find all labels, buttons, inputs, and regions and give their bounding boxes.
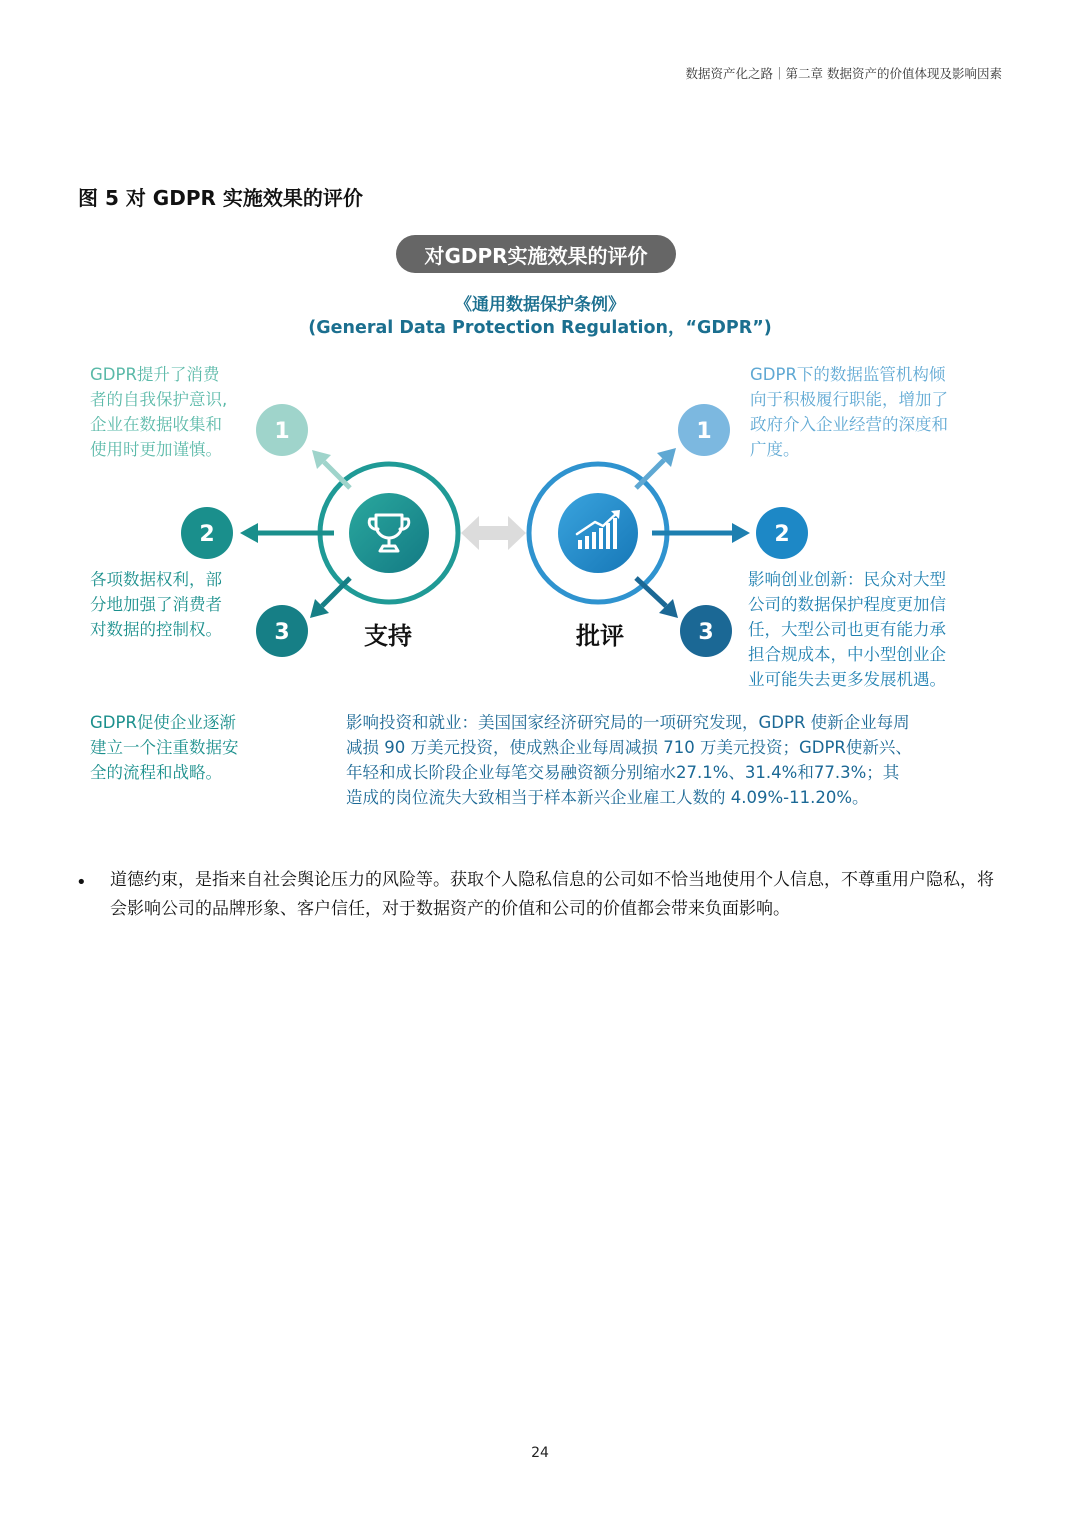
subtitle-chinese: 《通用数据保护条例》 xyxy=(455,295,625,315)
text-line: 者的自我保护意识, xyxy=(90,390,228,409)
criticism-point-1-text xyxy=(750,362,948,462)
support-point-2-text xyxy=(90,567,222,642)
criticism-number-3 xyxy=(680,605,732,657)
text-line: 公司的数据保护程度更加信 xyxy=(748,595,946,614)
support-hub xyxy=(320,464,458,602)
text-line: 减损 90 万美元投资，使成熟企业每周减损 710 万美元投资；GDPR使新兴、 xyxy=(346,738,912,757)
support-number-1 xyxy=(256,404,308,456)
support-arrow-3 xyxy=(310,578,350,618)
text-line: 向于积极履行职能，增加了 xyxy=(750,390,948,409)
svg-text:3: 3 xyxy=(274,620,290,645)
text-line: GDPR提升了消费 xyxy=(90,365,220,384)
support-number-3 xyxy=(256,605,308,657)
svg-text:2: 2 xyxy=(199,522,215,547)
text-line: 使用时更加谨慎。 xyxy=(90,440,222,459)
running-header: 数据资产化之路｜第二章 数据资产的价值体现及影响因素 xyxy=(685,66,1002,81)
criticism-point-3-text xyxy=(346,710,912,810)
text-line: 对数据的控制权。 xyxy=(90,620,222,639)
figure-banner: 对GDPR实施效果的评价 xyxy=(396,235,676,273)
text-line: GDPR促使企业逐渐 xyxy=(90,713,236,732)
page-number: 24 xyxy=(531,1445,549,1461)
bullet-icon: • xyxy=(76,872,87,893)
double-arrow-icon xyxy=(461,516,526,550)
text-line: 分地加强了消费者 xyxy=(90,595,222,614)
svg-text:1: 1 xyxy=(696,419,712,444)
criticism-point-2-text xyxy=(748,567,946,692)
criticism-number-1 xyxy=(678,404,730,456)
text-line: 全的流程和战略。 xyxy=(90,763,222,782)
support-point-3-text xyxy=(90,710,239,785)
svg-text:3: 3 xyxy=(698,620,714,645)
text-line: 政府介入企业经营的深度和 xyxy=(750,415,948,434)
support-number-2 xyxy=(181,507,233,559)
figure-caption: 图 5 对 GDPR 实施效果的评价 xyxy=(78,186,363,210)
text-line: 造成的岗位流失大致相当于样本新兴企业雇工人数的 4.09%-11.20%。 xyxy=(346,788,869,807)
criticism-arrow-3 xyxy=(636,578,678,618)
text-line: 影响投资和就业：美国国家经济研究局的一项研究发现，GDPR 使新企业每周 xyxy=(346,713,910,732)
criticism-label: 批评 xyxy=(576,622,624,650)
support-label: 支持 xyxy=(364,622,412,650)
text-line: 企业在数据收集和 xyxy=(90,415,222,434)
text-line: 担合规成本，中小型创业企 xyxy=(748,645,946,664)
criticism-number-2 xyxy=(756,507,808,559)
body-paragraph: 道德约束，是指来自社会舆论压力的风险等。获取个人隐私信息的公司如不恰当地使用个人信息，不尊重用户隐私，将会影响公司的品牌形象、客户信任，对于数据资产的价值和公司的价值都会带来负面影响。 xyxy=(110,870,994,919)
criticism-hub xyxy=(529,464,667,602)
text-line: 任，大型公司也更有能力承 xyxy=(748,620,946,639)
text-line: 各项数据权利，部 xyxy=(90,570,222,589)
support-point-1-text xyxy=(90,362,227,462)
criticism-arrow-1 xyxy=(636,448,676,488)
text-line: 建立一个注重数据安 xyxy=(90,738,239,757)
text-line: GDPR下的数据监管机构倾 xyxy=(750,365,946,384)
text-line: 广度。 xyxy=(750,440,800,459)
svg-text:2: 2 xyxy=(774,522,790,547)
svg-text:1: 1 xyxy=(274,419,290,444)
text-line: 年轻和成长阶段企业每笔交易融资额分别缩水27.1%、31.4%和77.3%；其 xyxy=(346,763,900,782)
text-line: 影响创业创新：民众对大型 xyxy=(748,570,946,589)
subtitle-english: (General Data Protection Regulation，“GDPR”) xyxy=(308,318,772,338)
support-arrow-1 xyxy=(312,450,350,488)
text-line: 业可能失去更多发展机遇。 xyxy=(748,670,946,689)
